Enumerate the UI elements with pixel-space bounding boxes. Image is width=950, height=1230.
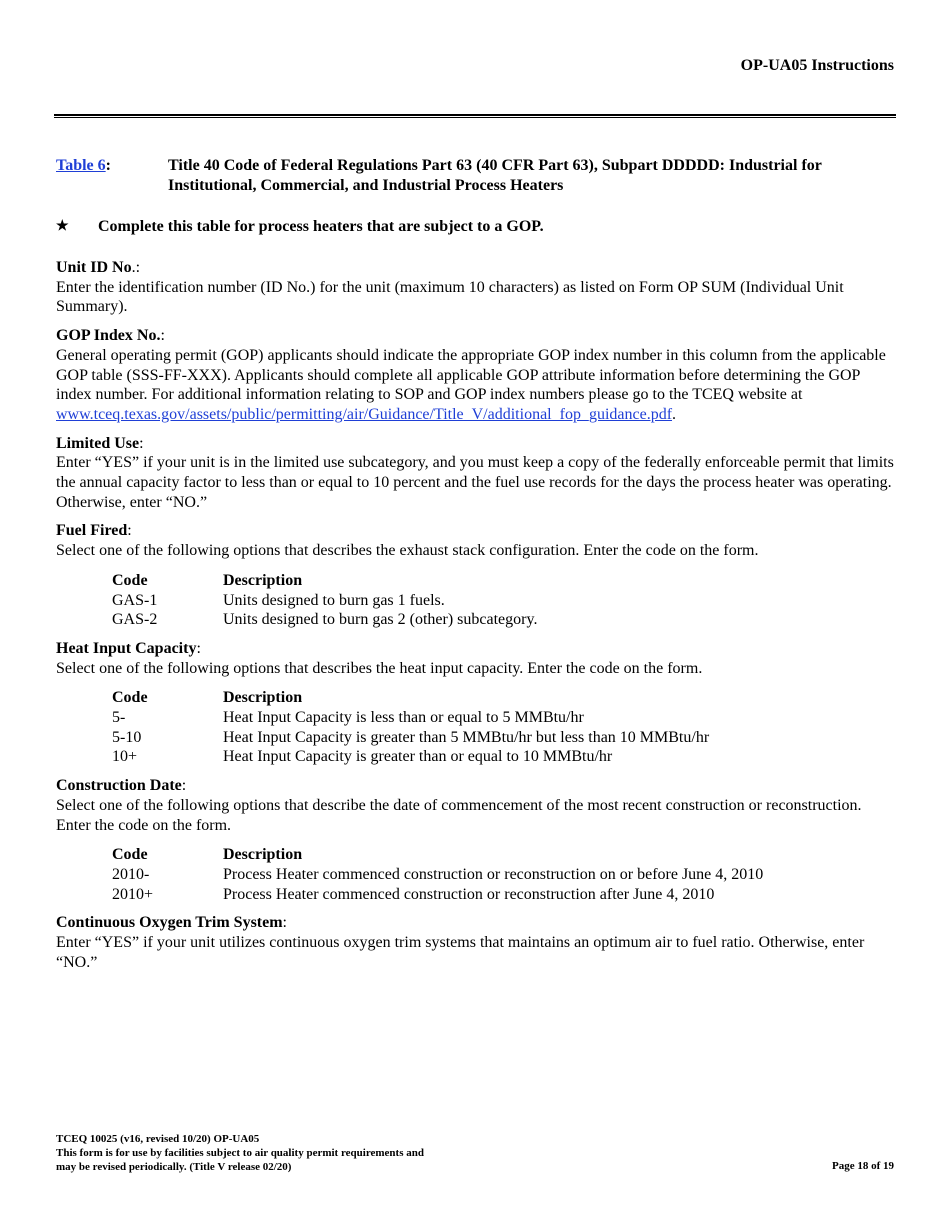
header-rule xyxy=(54,114,896,118)
description-header: Description xyxy=(223,571,303,589)
code-header: Code xyxy=(112,846,148,864)
code-row xyxy=(112,885,896,905)
code-table xyxy=(112,688,896,767)
section-fuel-fired xyxy=(56,521,896,630)
note-text: Complete this table for process heaters that are subject to a GOP. xyxy=(98,218,544,235)
section-suffix: : xyxy=(181,777,187,795)
section-heading xyxy=(56,521,896,541)
footer-note-line1: This form is for use by facilities subject to air quality permit requirements and xyxy=(56,1147,424,1159)
section-body xyxy=(56,346,896,425)
section-title: Fuel Fired xyxy=(56,522,128,540)
table-label xyxy=(56,156,111,176)
table-6-link[interactable]: Table 6 xyxy=(56,157,106,174)
code-value: 5-10 xyxy=(112,728,142,746)
section-body-end: . xyxy=(672,405,677,423)
section-heading xyxy=(56,258,896,278)
code-description: Units designed to burn gas 2 (other) subcategory. xyxy=(223,611,538,629)
code-table-header xyxy=(112,688,896,708)
section-suffix: : xyxy=(196,639,201,657)
code-header: Code xyxy=(112,571,148,589)
code-table-header xyxy=(112,845,896,865)
section-heat-input-capacity xyxy=(56,639,896,767)
section-body: Enter “YES” if your unit is in the limited use subcategory, and you must keep a copy of the federally enforceable permit that limits the annual capacity factor to less than or equal to 10 percent and the fuel use records for the days the process heater was operating. Otherwise, enter “NO.” xyxy=(56,454,894,511)
page-header-title: OP-UA05 Instructions xyxy=(740,57,894,74)
section-title: Unit ID No xyxy=(56,259,132,276)
code-value: GAS-2 xyxy=(112,611,158,629)
code-row xyxy=(112,610,896,630)
code-description: Heat Input Capacity is greater than or equal to 10 MMBtu/hr xyxy=(223,748,613,766)
section-title: Heat Input Capacity xyxy=(56,639,197,657)
star-icon: ★ xyxy=(56,219,69,234)
code-table xyxy=(112,845,896,904)
table-title: Title 40 Code of Federal Regulations Part 63 (40 CFR Part 63), Subpart DDDDD: Industrial for Institutional, Commercial, and Industrial Process Heaters xyxy=(168,157,822,194)
section-suffix: .: xyxy=(131,259,141,276)
section-heading xyxy=(56,434,896,454)
code-value: 2010- xyxy=(112,865,150,883)
section-construction-date xyxy=(56,776,896,904)
section-suffix: : xyxy=(139,434,144,452)
code-row xyxy=(112,747,896,767)
code-value: 2010+ xyxy=(112,885,154,903)
guidance-link[interactable]: www.tceq.texas.gov/assets/public/permitting/air/Guidance/Title_V/additional_fop_guidance.pdf xyxy=(56,405,673,423)
section-title: Continuous Oxygen Trim System xyxy=(56,914,283,932)
section-body: Select one of the following options that describe the date of commencement of the most recent construction or reconstruction. Enter the code on the form. xyxy=(56,796,862,834)
section-body: Select one of the following options that describes the exhaust stack configuration. Enter the code on the form. xyxy=(56,542,759,560)
instructions-content xyxy=(56,258,896,982)
section-body: Select one of the following options that describes the heat input capacity. Enter the code on the form. xyxy=(56,659,703,677)
code-row xyxy=(112,708,896,728)
section-heading xyxy=(56,326,896,346)
code-value: 5- xyxy=(112,709,126,727)
code-row xyxy=(112,865,896,885)
page-footer xyxy=(56,1132,424,1174)
code-description: Process Heater commenced construction or reconstruction on or before June 4, 2010 xyxy=(223,865,764,883)
section-title: Limited Use xyxy=(56,434,140,452)
description-header: Description xyxy=(223,689,303,707)
section-oxygen-trim xyxy=(56,913,896,972)
code-description: Heat Input Capacity is greater than 5 MMBtu/hr but less than 10 MMBtu/hr xyxy=(223,728,710,746)
page-number: Page 18 of 19 xyxy=(831,1160,894,1172)
footer-note-line2: may be revised periodically. (Title V release 02/20) xyxy=(56,1161,292,1173)
section-limited-use xyxy=(56,434,896,513)
section-body-text: General operating permit (GOP) applicants should indicate the appropriate GOP index number in this column from the applicable GOP table (SSS-FF-XXX). Applicants should complete all applicable GOP attribute information before determining the GOP index number. For additional information relating to SOP and GOP index numbers please go to the TCEQ website at xyxy=(56,346,886,404)
code-row xyxy=(112,591,896,611)
section-suffix: : xyxy=(127,522,132,540)
code-value: 10+ xyxy=(112,748,138,766)
code-table-header xyxy=(112,571,896,591)
section-gop-index xyxy=(56,326,896,425)
code-description: Heat Input Capacity is less than or equal to 5 MMBtu/hr xyxy=(223,709,584,727)
section-unit-id xyxy=(56,258,896,317)
code-value: GAS-1 xyxy=(112,591,158,609)
section-suffix: : xyxy=(160,327,165,345)
section-heading xyxy=(56,913,896,933)
section-title: Construction Date xyxy=(56,777,182,795)
code-table xyxy=(112,571,896,630)
table-label-colon: : xyxy=(105,157,111,174)
footer-form-id: TCEQ 10025 (v16, revised 10/20) OP-UA05 xyxy=(56,1133,260,1145)
code-header: Code xyxy=(112,689,148,707)
section-heading xyxy=(56,639,896,659)
section-body: Enter the identification number (ID No.) for the unit (maximum 10 characters) as listed on Form OP SUM (Individual Unit Summary). xyxy=(56,278,844,316)
section-heading xyxy=(56,776,896,796)
section-body: Enter “YES” if your unit utilizes continuous oxygen trim systems that maintains an optimum air to fuel ratio. Otherwise, enter “NO.” xyxy=(56,934,865,971)
section-title: GOP Index No. xyxy=(56,327,161,345)
code-row xyxy=(112,728,896,748)
section-suffix: : xyxy=(282,914,287,932)
code-description: Units designed to burn gas 1 fuels. xyxy=(223,591,445,609)
description-header: Description xyxy=(223,846,303,864)
code-description: Process Heater commenced construction or reconstruction after June 4, 2010 xyxy=(223,885,715,903)
